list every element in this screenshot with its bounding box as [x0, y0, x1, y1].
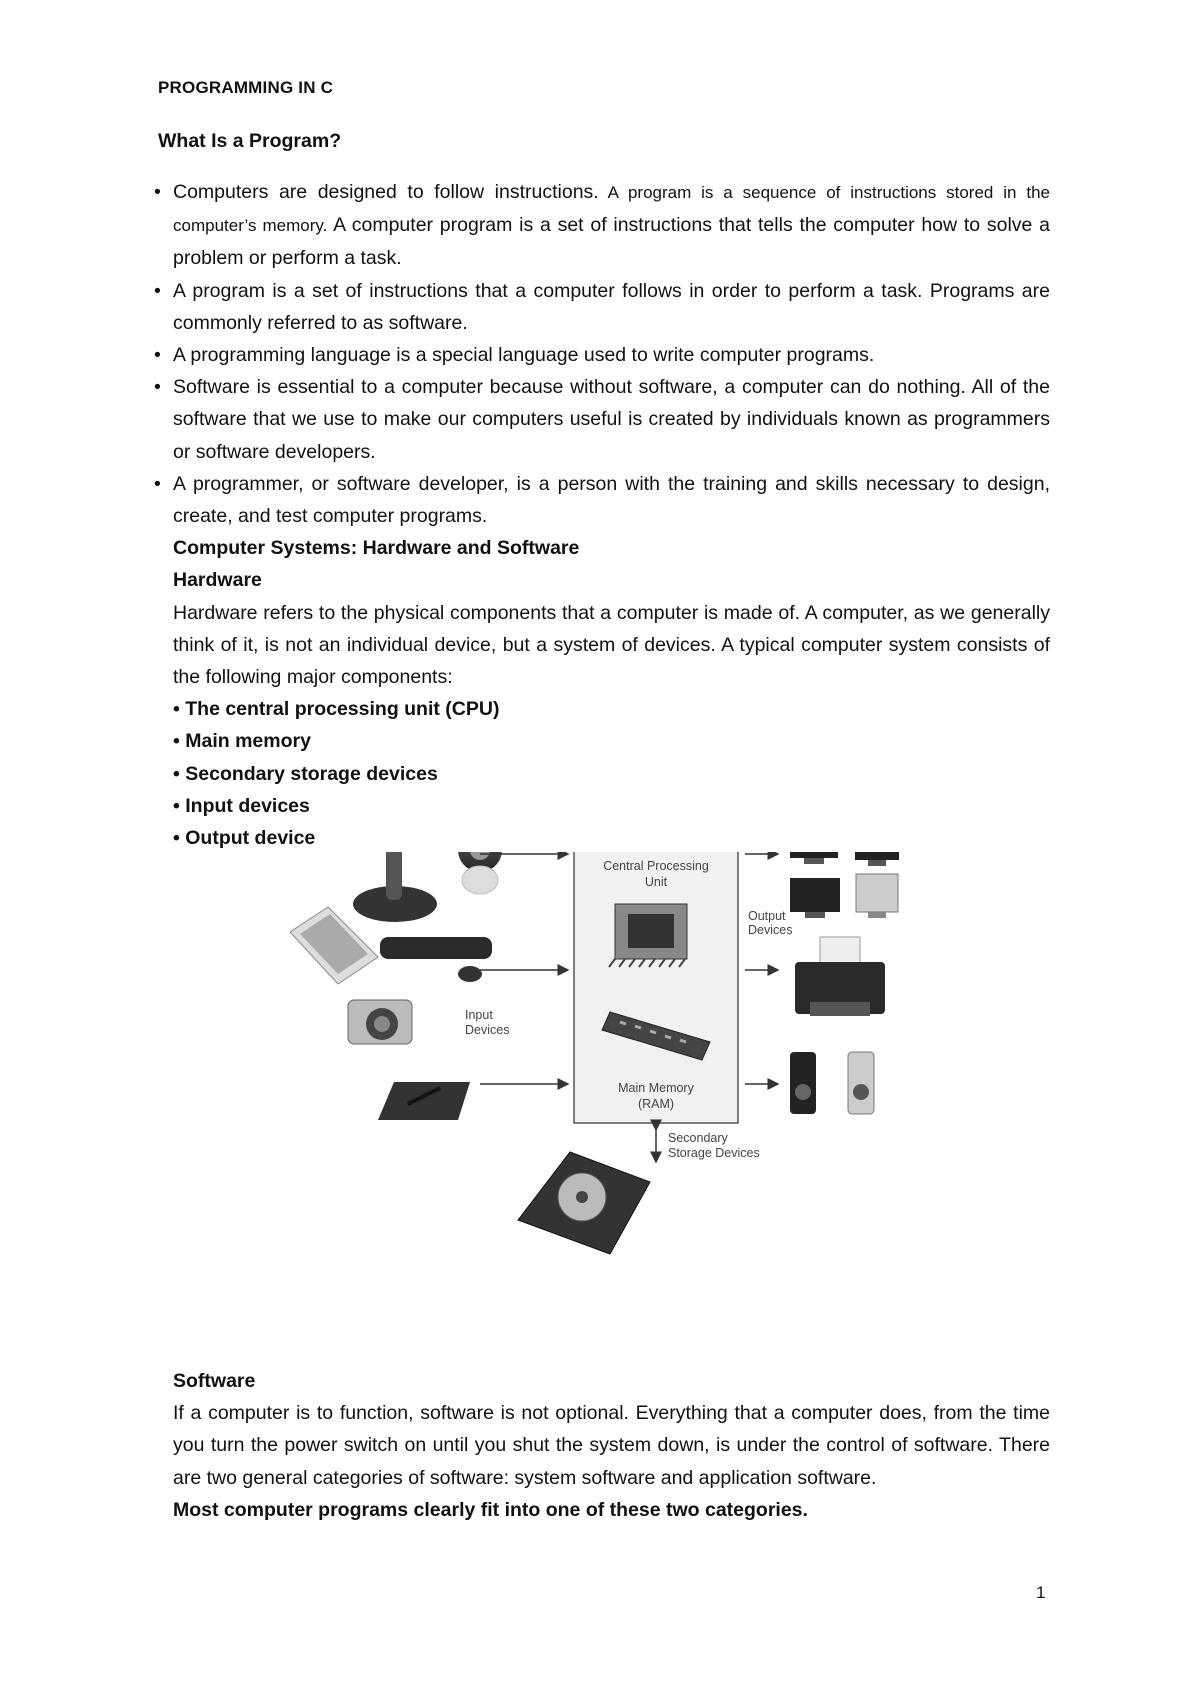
hardware-title: Hardware — [173, 569, 262, 592]
ram-label: (RAM) — [637, 1097, 675, 1111]
body-text — [158, 176, 1050, 854]
bullet-item: • Software is essential to a computer because without software, a computer can do nothing. All of the software that we use to make our computers useful is created by individuals known as programmers or software developers. — [158, 371, 1050, 468]
camera-icon — [348, 1000, 412, 1044]
page-header: PROGRAMMING IN C — [158, 78, 334, 97]
input-label: Input — [465, 1008, 493, 1022]
cpu-label: Unit — [644, 875, 668, 889]
storage-label: Storage Devices — [668, 1146, 760, 1160]
component-item: • Input devices — [158, 790, 1050, 822]
tablet-icon — [378, 1082, 470, 1120]
bullet-item: • A programming language is a special language used to write computer programs. — [158, 339, 1050, 371]
bullet-item: • A program is a set of instructions that a computer follows in order to perform a task. Programs are commonly referred to as software. — [158, 275, 1050, 339]
speakers-icon — [790, 1052, 874, 1114]
page-number: 1 — [1036, 1583, 1046, 1602]
monitor-icon — [790, 852, 899, 918]
component-item: • Main memory — [158, 725, 1050, 757]
software-section — [173, 1365, 1050, 1526]
subsection-title: Computer Systems: Hardware and Software — [173, 537, 580, 560]
storage-label: Secondary — [668, 1131, 728, 1145]
software-closing: Most computer programs clearly fit into one of these two categories. — [173, 1498, 808, 1521]
component-item: • Secondary storage devices — [158, 758, 1050, 790]
hardware-paragraph: Hardware refers to the physical components that a computer is made of. A computer, as we generally think of it, is not an individual device, but a system of devices. A typical computer system consists of the following major components: — [173, 601, 1050, 689]
component-item: • Output device — [158, 822, 1050, 854]
component-item: • The central processing unit (CPU) — [158, 693, 1050, 725]
hard-drive-icon — [518, 1152, 650, 1254]
software-title: Software — [173, 1370, 256, 1392]
keyboard-icon — [380, 937, 492, 982]
software-paragraph: If a computer is to function, software is not optional. Everything that a computer does, from the time you turn the power switch on until you shut the system down, is under the control of software. There are two general categories of software: system software and application software. — [173, 1402, 1050, 1489]
ram-label: Main Memory — [618, 1081, 694, 1095]
input-label: Devices — [465, 1023, 510, 1037]
bullet-item: • Computers are designed to follow instructions. A program is a sequence of instructions stored in the computer’s memory. A computer program is a set of instructions that tells the computer how to solve a problem or perform a task. — [158, 176, 1050, 275]
computer-system-diagram — [290, 852, 940, 1362]
cpu-chip-icon — [609, 904, 687, 967]
output-label: Output — [748, 909, 786, 923]
output-label: Devices — [748, 923, 793, 937]
cpu-label: Central Processing — [603, 859, 709, 873]
scanner-icon — [290, 907, 378, 984]
joystick-icon — [353, 852, 437, 922]
webcam-icon — [458, 852, 502, 894]
section-heading: What Is a Program? — [158, 130, 342, 152]
bullet-item: • A programmer, or software developer, is a person with the training and skills necessary to design, create, and test computer programs. — [158, 468, 1050, 532]
printer-icon — [795, 937, 885, 1016]
